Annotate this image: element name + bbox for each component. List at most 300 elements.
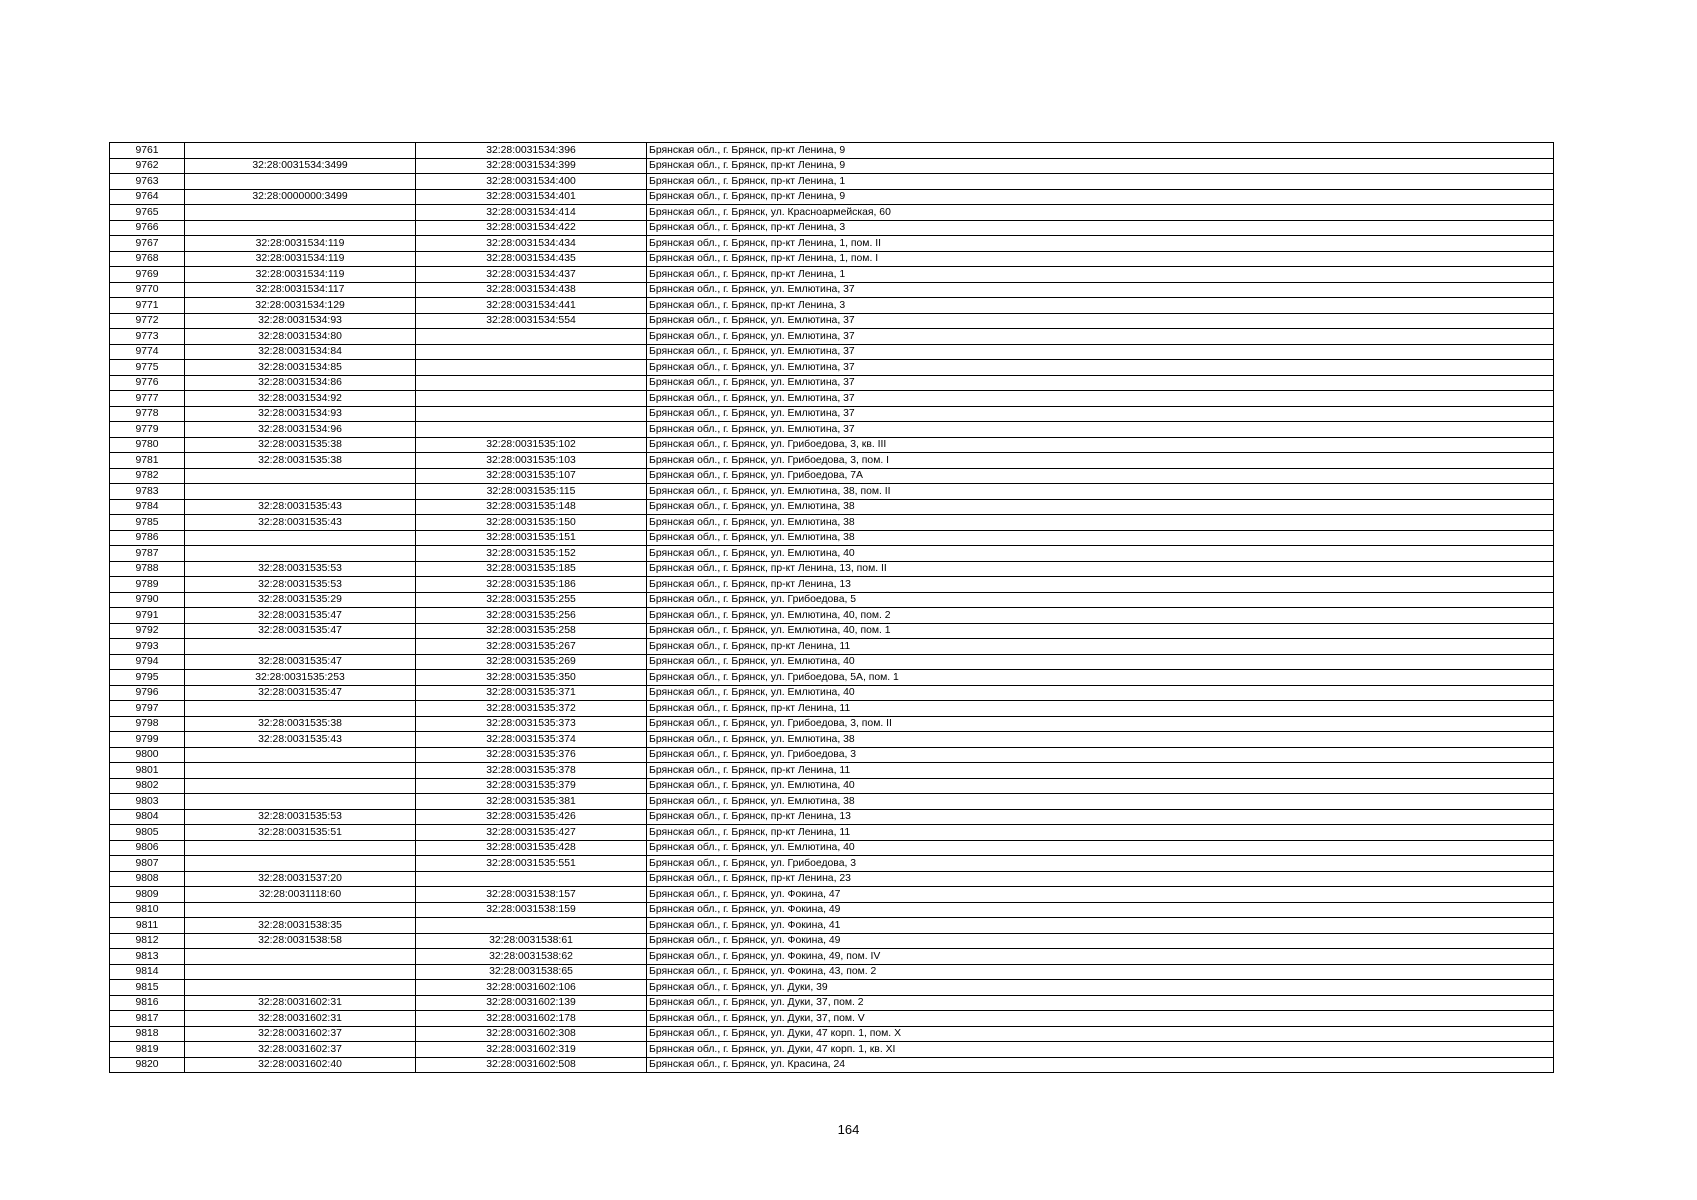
address-cell: Брянская обл., г. Брянск, ул. Емлютина, 40 xyxy=(647,840,1554,856)
address-cell: Брянская обл., г. Брянск, ул. Грибоедова, 3 xyxy=(647,856,1554,872)
table-row xyxy=(110,716,1554,732)
table-row xyxy=(110,964,1554,980)
table-row xyxy=(110,840,1554,856)
table-row xyxy=(110,375,1554,391)
object-cadastral-cell: 32:28:0031535:185 xyxy=(416,561,647,577)
row-number-cell: 9779 xyxy=(110,422,185,438)
row-number-cell: 9790 xyxy=(110,592,185,608)
object-cadastral-cell xyxy=(416,422,647,438)
object-cadastral-cell xyxy=(416,918,647,934)
address-cell: Брянская обл., г. Брянск, пр-кт Ленина, 1, пом. II xyxy=(647,236,1554,252)
row-number-cell: 9814 xyxy=(110,964,185,980)
row-number-cell: 9778 xyxy=(110,406,185,422)
land-cadastral-cell xyxy=(185,220,416,236)
land-cadastral-cell xyxy=(185,949,416,965)
row-number-cell: 9773 xyxy=(110,329,185,345)
row-number-cell: 9806 xyxy=(110,840,185,856)
land-cadastral-cell: 32:28:0031535:29 xyxy=(185,592,416,608)
address-cell: Брянская обл., г. Брянск, ул. Грибоедова, 7А xyxy=(647,468,1554,484)
object-cadastral-cell: 32:28:0031534:437 xyxy=(416,267,647,283)
row-number-cell: 9777 xyxy=(110,391,185,407)
land-cadastral-cell: 32:28:0031535:43 xyxy=(185,499,416,515)
address-cell: Брянская обл., г. Брянск, ул. Фокина, 41 xyxy=(647,918,1554,934)
table-row xyxy=(110,561,1554,577)
row-number-cell: 9796 xyxy=(110,685,185,701)
table-row xyxy=(110,871,1554,887)
row-number-cell: 9802 xyxy=(110,778,185,794)
registry-table xyxy=(109,142,1554,1073)
object-cadastral-cell: 32:28:0031535:426 xyxy=(416,809,647,825)
table-row xyxy=(110,282,1554,298)
land-cadastral-cell xyxy=(185,902,416,918)
table-row xyxy=(110,453,1554,469)
object-cadastral-cell: 32:28:0031535:102 xyxy=(416,437,647,453)
table-row xyxy=(110,220,1554,236)
object-cadastral-cell: 32:28:0031535:374 xyxy=(416,732,647,748)
land-cadastral-cell: 32:28:0031534:119 xyxy=(185,251,416,267)
object-cadastral-cell: 32:28:0031534:401 xyxy=(416,189,647,205)
table-row xyxy=(110,298,1554,314)
row-number-cell: 9797 xyxy=(110,701,185,717)
address-cell: Брянская обл., г. Брянск, пр-кт Ленина, 23 xyxy=(647,871,1554,887)
row-number-cell: 9803 xyxy=(110,794,185,810)
table-row xyxy=(110,949,1554,965)
table-row xyxy=(110,902,1554,918)
object-cadastral-cell: 32:28:0031602:106 xyxy=(416,980,647,996)
address-cell: Брянская обл., г. Брянск, ул. Дуки, 37, пом. 2 xyxy=(647,995,1554,1011)
land-cadastral-cell: 32:28:0031535:253 xyxy=(185,670,416,686)
land-cadastral-cell xyxy=(185,174,416,190)
address-cell: Брянская обл., г. Брянск, ул. Емлютина, 37 xyxy=(647,391,1554,407)
table-row xyxy=(110,546,1554,562)
row-number-cell: 9809 xyxy=(110,887,185,903)
address-cell: Брянская обл., г. Брянск, ул. Фокина, 49 xyxy=(647,902,1554,918)
address-cell: Брянская обл., г. Брянск, ул. Емлютина, 37 xyxy=(647,360,1554,376)
land-cadastral-cell xyxy=(185,778,416,794)
land-cadastral-cell: 32:28:0031534:119 xyxy=(185,267,416,283)
address-cell: Брянская обл., г. Брянск, пр-кт Ленина, 11 xyxy=(647,639,1554,655)
table-row xyxy=(110,251,1554,267)
page-number: 164 xyxy=(837,1122,860,1137)
address-cell: Брянская обл., г. Брянск, ул. Емлютина, 40 xyxy=(647,778,1554,794)
land-cadastral-cell xyxy=(185,530,416,546)
land-cadastral-cell xyxy=(185,964,416,980)
object-cadastral-cell: 32:28:0031535:103 xyxy=(416,453,647,469)
object-cadastral-cell: 32:28:0031534:441 xyxy=(416,298,647,314)
address-cell: Брянская обл., г. Брянск, ул. Красноармейская, 60 xyxy=(647,205,1554,221)
object-cadastral-cell: 32:28:0031602:178 xyxy=(416,1011,647,1027)
address-cell: Брянская обл., г. Брянск, ул. Емлютина, 37 xyxy=(647,282,1554,298)
object-cadastral-cell: 32:28:0031534:422 xyxy=(416,220,647,236)
land-cadastral-cell: 32:28:0031535:43 xyxy=(185,515,416,531)
address-cell: Брянская обл., г. Брянск, ул. Емлютина, 37 xyxy=(647,375,1554,391)
address-cell: Брянская обл., г. Брянск, пр-кт Ленина, 13 xyxy=(647,809,1554,825)
land-cadastral-cell xyxy=(185,980,416,996)
row-number-cell: 9765 xyxy=(110,205,185,221)
land-cadastral-cell: 32:28:0031602:37 xyxy=(185,1042,416,1058)
table-row xyxy=(110,515,1554,531)
land-cadastral-cell xyxy=(185,143,416,159)
table-row xyxy=(110,484,1554,500)
table-row xyxy=(110,654,1554,670)
table-row xyxy=(110,701,1554,717)
row-number-cell: 9795 xyxy=(110,670,185,686)
object-cadastral-cell xyxy=(416,871,647,887)
address-cell: Брянская обл., г. Брянск, ул. Грибоедова, 5 xyxy=(647,592,1554,608)
land-cadastral-cell: 32:28:0031534:129 xyxy=(185,298,416,314)
object-cadastral-cell: 32:28:0031535:258 xyxy=(416,623,647,639)
address-cell: Брянская обл., г. Брянск, ул. Грибоедова, 3 xyxy=(647,747,1554,763)
land-cadastral-cell: 32:28:0031535:38 xyxy=(185,437,416,453)
row-number-cell: 9818 xyxy=(110,1026,185,1042)
row-number-cell: 9799 xyxy=(110,732,185,748)
address-cell: Брянская обл., г. Брянск, ул. Емлютина, 40 xyxy=(647,685,1554,701)
row-number-cell: 9770 xyxy=(110,282,185,298)
object-cadastral-cell: 32:28:0031534:438 xyxy=(416,282,647,298)
row-number-cell: 9794 xyxy=(110,654,185,670)
land-cadastral-cell: 32:28:0031535:47 xyxy=(185,608,416,624)
object-cadastral-cell: 32:28:0031538:62 xyxy=(416,949,647,965)
address-cell: Брянская обл., г. Брянск, ул. Дуки, 39 xyxy=(647,980,1554,996)
land-cadastral-cell: 32:28:0031537:20 xyxy=(185,871,416,887)
row-number-cell: 9771 xyxy=(110,298,185,314)
row-number-cell: 9774 xyxy=(110,344,185,360)
address-cell: Брянская обл., г. Брянск, ул. Емлютина, 40 xyxy=(647,546,1554,562)
object-cadastral-cell: 32:28:0031535:427 xyxy=(416,825,647,841)
table-row xyxy=(110,422,1554,438)
row-number-cell: 9787 xyxy=(110,546,185,562)
table-row xyxy=(110,778,1554,794)
table-row xyxy=(110,174,1554,190)
row-number-cell: 9807 xyxy=(110,856,185,872)
object-cadastral-cell: 32:28:0031535:551 xyxy=(416,856,647,872)
table-row xyxy=(110,670,1554,686)
table-row xyxy=(110,313,1554,329)
address-cell: Брянская обл., г. Брянск, ул. Красина, 24 xyxy=(647,1057,1554,1073)
row-number-cell: 9793 xyxy=(110,639,185,655)
table-row xyxy=(110,608,1554,624)
object-cadastral-cell: 32:28:0031538:65 xyxy=(416,964,647,980)
object-cadastral-cell: 32:28:0031535:267 xyxy=(416,639,647,655)
address-cell: Брянская обл., г. Брянск, ул. Емлютина, 40, пом. 1 xyxy=(647,623,1554,639)
land-cadastral-cell: 32:28:0000000:3499 xyxy=(185,189,416,205)
row-number-cell: 9782 xyxy=(110,468,185,484)
row-number-cell: 9815 xyxy=(110,980,185,996)
address-cell: Брянская обл., г. Брянск, ул. Емлютина, 37 xyxy=(647,344,1554,360)
row-number-cell: 9764 xyxy=(110,189,185,205)
object-cadastral-cell: 32:28:0031602:319 xyxy=(416,1042,647,1058)
land-cadastral-cell: 32:28:0031602:37 xyxy=(185,1026,416,1042)
land-cadastral-cell: 32:28:0031118:60 xyxy=(185,887,416,903)
object-cadastral-cell: 32:28:0031535:373 xyxy=(416,716,647,732)
land-cadastral-cell: 32:28:0031534:93 xyxy=(185,313,416,329)
object-cadastral-cell: 32:28:0031535:378 xyxy=(416,763,647,779)
object-cadastral-cell: 32:28:0031538:159 xyxy=(416,902,647,918)
object-cadastral-cell: 32:28:0031534:554 xyxy=(416,313,647,329)
object-cadastral-cell: 32:28:0031535:107 xyxy=(416,468,647,484)
object-cadastral-cell: 32:28:0031534:400 xyxy=(416,174,647,190)
object-cadastral-cell: 32:28:0031534:414 xyxy=(416,205,647,221)
land-cadastral-cell: 32:28:0031534:117 xyxy=(185,282,416,298)
table-row xyxy=(110,1026,1554,1042)
row-number-cell: 9820 xyxy=(110,1057,185,1073)
table-row xyxy=(110,1042,1554,1058)
row-number-cell: 9816 xyxy=(110,995,185,1011)
address-cell: Брянская обл., г. Брянск, ул. Емлютина, 40, пом. 2 xyxy=(647,608,1554,624)
land-cadastral-cell xyxy=(185,747,416,763)
land-cadastral-cell xyxy=(185,701,416,717)
object-cadastral-cell: 32:28:0031535:372 xyxy=(416,701,647,717)
address-cell: Брянская обл., г. Брянск, ул. Дуки, 47 корп. 1, пом. X xyxy=(647,1026,1554,1042)
table-row xyxy=(110,1011,1554,1027)
table-row xyxy=(110,577,1554,593)
object-cadastral-cell xyxy=(416,406,647,422)
table-row xyxy=(110,933,1554,949)
land-cadastral-cell: 32:28:0031535:53 xyxy=(185,809,416,825)
land-cadastral-cell: 32:28:0031535:47 xyxy=(185,623,416,639)
land-cadastral-cell: 32:28:0031534:80 xyxy=(185,329,416,345)
object-cadastral-cell: 32:28:0031535:371 xyxy=(416,685,647,701)
row-number-cell: 9791 xyxy=(110,608,185,624)
row-number-cell: 9767 xyxy=(110,236,185,252)
land-cadastral-cell: 32:28:0031534:84 xyxy=(185,344,416,360)
address-cell: Брянская обл., г. Брянск, ул. Емлютина, 38, пом. II xyxy=(647,484,1554,500)
land-cadastral-cell xyxy=(185,484,416,500)
address-cell: Брянская обл., г. Брянск, ул. Грибоедова, 3, пом. II xyxy=(647,716,1554,732)
table-row xyxy=(110,468,1554,484)
row-number-cell: 9785 xyxy=(110,515,185,531)
land-cadastral-cell xyxy=(185,856,416,872)
address-cell: Брянская обл., г. Брянск, ул. Емлютина, 40 xyxy=(647,654,1554,670)
land-cadastral-cell: 32:28:0031602:31 xyxy=(185,995,416,1011)
address-cell: Брянская обл., г. Брянск, пр-кт Ленина, 9 xyxy=(647,189,1554,205)
object-cadastral-cell: 32:28:0031538:157 xyxy=(416,887,647,903)
table-row xyxy=(110,391,1554,407)
table-row xyxy=(110,530,1554,546)
address-cell: Брянская обл., г. Брянск, ул. Фокина, 49 xyxy=(647,933,1554,949)
table-row xyxy=(110,856,1554,872)
address-cell: Брянская обл., г. Брянск, ул. Фокина, 43, пом. 2 xyxy=(647,964,1554,980)
address-cell: Брянская обл., г. Брянск, пр-кт Ленина, 1 xyxy=(647,267,1554,283)
land-cadastral-cell: 32:28:0031538:35 xyxy=(185,918,416,934)
land-cadastral-cell: 32:28:0031534:96 xyxy=(185,422,416,438)
row-number-cell: 9780 xyxy=(110,437,185,453)
object-cadastral-cell: 32:28:0031535:376 xyxy=(416,747,647,763)
object-cadastral-cell: 32:28:0031535:150 xyxy=(416,515,647,531)
object-cadastral-cell: 32:28:0031535:186 xyxy=(416,577,647,593)
table-row xyxy=(110,825,1554,841)
address-cell: Брянская обл., г. Брянск, ул. Дуки, 47 корп. 1, кв. XI xyxy=(647,1042,1554,1058)
address-cell: Брянская обл., г. Брянск, ул. Емлютина, 37 xyxy=(647,329,1554,345)
address-cell: Брянская обл., г. Брянск, ул. Емлютина, 38 xyxy=(647,530,1554,546)
row-number-cell: 9781 xyxy=(110,453,185,469)
table-row xyxy=(110,158,1554,174)
row-number-cell: 9812 xyxy=(110,933,185,949)
land-cadastral-cell: 32:28:0031535:51 xyxy=(185,825,416,841)
address-cell: Брянская обл., г. Брянск, ул. Емлютина, 38 xyxy=(647,499,1554,515)
table-row xyxy=(110,809,1554,825)
object-cadastral-cell: 32:28:0031602:139 xyxy=(416,995,647,1011)
address-cell: Брянская обл., г. Брянск, пр-кт Ленина, 11 xyxy=(647,825,1554,841)
row-number-cell: 9804 xyxy=(110,809,185,825)
address-cell: Брянская обл., г. Брянск, пр-кт Ленина, 13 xyxy=(647,577,1554,593)
row-number-cell: 9783 xyxy=(110,484,185,500)
object-cadastral-cell xyxy=(416,329,647,345)
table-row xyxy=(110,887,1554,903)
object-cadastral-cell xyxy=(416,344,647,360)
address-cell: Брянская обл., г. Брянск, ул. Емлютина, 38 xyxy=(647,515,1554,531)
table-row xyxy=(110,685,1554,701)
address-cell: Брянская обл., г. Брянск, ул. Емлютина, 38 xyxy=(647,794,1554,810)
land-cadastral-cell: 32:28:0031602:31 xyxy=(185,1011,416,1027)
land-cadastral-cell: 32:28:0031534:119 xyxy=(185,236,416,252)
object-cadastral-cell: 32:28:0031534:434 xyxy=(416,236,647,252)
address-cell: Брянская обл., г. Брянск, ул. Дуки, 37, пом. V xyxy=(647,1011,1554,1027)
land-cadastral-cell xyxy=(185,840,416,856)
table-row xyxy=(110,205,1554,221)
table-row xyxy=(110,1057,1554,1073)
row-number-cell: 9801 xyxy=(110,763,185,779)
land-cadastral-cell: 32:28:0031535:38 xyxy=(185,716,416,732)
address-cell: Брянская обл., г. Брянск, ул. Грибоедова, 5А, пом. 1 xyxy=(647,670,1554,686)
address-cell: Брянская обл., г. Брянск, пр-кт Ленина, 11 xyxy=(647,763,1554,779)
object-cadastral-cell: 32:28:0031535:148 xyxy=(416,499,647,515)
object-cadastral-cell xyxy=(416,391,647,407)
land-cadastral-cell xyxy=(185,546,416,562)
object-cadastral-cell: 32:28:0031535:255 xyxy=(416,592,647,608)
registry-table-body xyxy=(110,143,1554,1073)
address-cell: Брянская обл., г. Брянск, ул. Грибоедова, 3, пом. I xyxy=(647,453,1554,469)
object-cadastral-cell: 32:28:0031534:396 xyxy=(416,143,647,159)
land-cadastral-cell: 32:28:0031602:40 xyxy=(185,1057,416,1073)
land-cadastral-cell: 32:28:0031534:92 xyxy=(185,391,416,407)
land-cadastral-cell: 32:28:0031538:58 xyxy=(185,933,416,949)
row-number-cell: 9768 xyxy=(110,251,185,267)
table-row xyxy=(110,236,1554,252)
address-cell: Брянская обл., г. Брянск, пр-кт Ленина, 11 xyxy=(647,701,1554,717)
table-row xyxy=(110,747,1554,763)
address-cell: Брянская обл., г. Брянск, пр-кт Ленина, 9 xyxy=(647,143,1554,159)
table-row xyxy=(110,329,1554,345)
table-row xyxy=(110,189,1554,205)
land-cadastral-cell xyxy=(185,468,416,484)
row-number-cell: 9798 xyxy=(110,716,185,732)
row-number-cell: 9762 xyxy=(110,158,185,174)
row-number-cell: 9792 xyxy=(110,623,185,639)
address-cell: Брянская обл., г. Брянск, пр-кт Ленина, 1, пом. I xyxy=(647,251,1554,267)
object-cadastral-cell xyxy=(416,375,647,391)
row-number-cell: 9776 xyxy=(110,375,185,391)
object-cadastral-cell: 32:28:0031535:152 xyxy=(416,546,647,562)
row-number-cell: 9805 xyxy=(110,825,185,841)
table-row xyxy=(110,918,1554,934)
land-cadastral-cell xyxy=(185,794,416,810)
land-cadastral-cell xyxy=(185,763,416,779)
row-number-cell: 9810 xyxy=(110,902,185,918)
row-number-cell: 9808 xyxy=(110,871,185,887)
table-row xyxy=(110,406,1554,422)
table-row xyxy=(110,794,1554,810)
land-cadastral-cell: 32:28:0031535:38 xyxy=(185,453,416,469)
object-cadastral-cell: 32:28:0031534:399 xyxy=(416,158,647,174)
table-row xyxy=(110,980,1554,996)
row-number-cell: 9763 xyxy=(110,174,185,190)
address-cell: Брянская обл., г. Брянск, ул. Емлютина, 38 xyxy=(647,732,1554,748)
row-number-cell: 9819 xyxy=(110,1042,185,1058)
address-cell: Брянская обл., г. Брянск, ул. Фокина, 47 xyxy=(647,887,1554,903)
row-number-cell: 9772 xyxy=(110,313,185,329)
table-row xyxy=(110,437,1554,453)
address-cell: Брянская обл., г. Брянск, пр-кт Ленина, 3 xyxy=(647,298,1554,314)
land-cadastral-cell: 32:28:0031535:43 xyxy=(185,732,416,748)
object-cadastral-cell: 32:28:0031602:508 xyxy=(416,1057,647,1073)
table-row xyxy=(110,360,1554,376)
address-cell: Брянская обл., г. Брянск, пр-кт Ленина, 9 xyxy=(647,158,1554,174)
object-cadastral-cell: 32:28:0031535:428 xyxy=(416,840,647,856)
object-cadastral-cell: 32:28:0031538:61 xyxy=(416,933,647,949)
object-cadastral-cell: 32:28:0031534:435 xyxy=(416,251,647,267)
object-cadastral-cell xyxy=(416,360,647,376)
land-cadastral-cell xyxy=(185,205,416,221)
address-cell: Брянская обл., г. Брянск, ул. Емлютина, 37 xyxy=(647,313,1554,329)
land-cadastral-cell: 32:28:0031535:47 xyxy=(185,654,416,670)
address-cell: Брянская обл., г. Брянск, пр-кт Ленина, 13, пом. II xyxy=(647,561,1554,577)
land-cadastral-cell xyxy=(185,639,416,655)
object-cadastral-cell: 32:28:0031602:308 xyxy=(416,1026,647,1042)
row-number-cell: 9769 xyxy=(110,267,185,283)
row-number-cell: 9789 xyxy=(110,577,185,593)
row-number-cell: 9784 xyxy=(110,499,185,515)
row-number-cell: 9800 xyxy=(110,747,185,763)
table-row xyxy=(110,143,1554,159)
table-row xyxy=(110,267,1554,283)
row-number-cell: 9811 xyxy=(110,918,185,934)
row-number-cell: 9775 xyxy=(110,360,185,376)
object-cadastral-cell: 32:28:0031535:269 xyxy=(416,654,647,670)
table-row xyxy=(110,499,1554,515)
row-number-cell: 9813 xyxy=(110,949,185,965)
land-cadastral-cell: 32:28:0031534:86 xyxy=(185,375,416,391)
address-cell: Брянская обл., г. Брянск, ул. Фокина, 49, пом. IV xyxy=(647,949,1554,965)
row-number-cell: 9788 xyxy=(110,561,185,577)
object-cadastral-cell: 32:28:0031535:151 xyxy=(416,530,647,546)
address-cell: Брянская обл., г. Брянск, пр-кт Ленина, 3 xyxy=(647,220,1554,236)
table-row xyxy=(110,639,1554,655)
table-row xyxy=(110,592,1554,608)
land-cadastral-cell: 32:28:0031534:85 xyxy=(185,360,416,376)
row-number-cell: 9817 xyxy=(110,1011,185,1027)
land-cadastral-cell: 32:28:0031535:53 xyxy=(185,577,416,593)
object-cadastral-cell: 32:28:0031535:350 xyxy=(416,670,647,686)
address-cell: Брянская обл., г. Брянск, ул. Емлютина, 37 xyxy=(647,406,1554,422)
land-cadastral-cell: 32:28:0031535:47 xyxy=(185,685,416,701)
land-cadastral-cell: 32:28:0031534:3499 xyxy=(185,158,416,174)
table-row xyxy=(110,623,1554,639)
land-cadastral-cell: 32:28:0031534:93 xyxy=(185,406,416,422)
table-row xyxy=(110,344,1554,360)
land-cadastral-cell: 32:28:0031535:53 xyxy=(185,561,416,577)
address-cell: Брянская обл., г. Брянск, пр-кт Ленина, 1 xyxy=(647,174,1554,190)
object-cadastral-cell: 32:28:0031535:115 xyxy=(416,484,647,500)
row-number-cell: 9766 xyxy=(110,220,185,236)
table-row xyxy=(110,995,1554,1011)
object-cadastral-cell: 32:28:0031535:381 xyxy=(416,794,647,810)
row-number-cell: 9786 xyxy=(110,530,185,546)
address-cell: Брянская обл., г. Брянск, ул. Емлютина, 37 xyxy=(647,422,1554,438)
object-cadastral-cell: 32:28:0031535:379 xyxy=(416,778,647,794)
address-cell: Брянская обл., г. Брянск, ул. Грибоедова, 3, кв. III xyxy=(647,437,1554,453)
table-row xyxy=(110,763,1554,779)
